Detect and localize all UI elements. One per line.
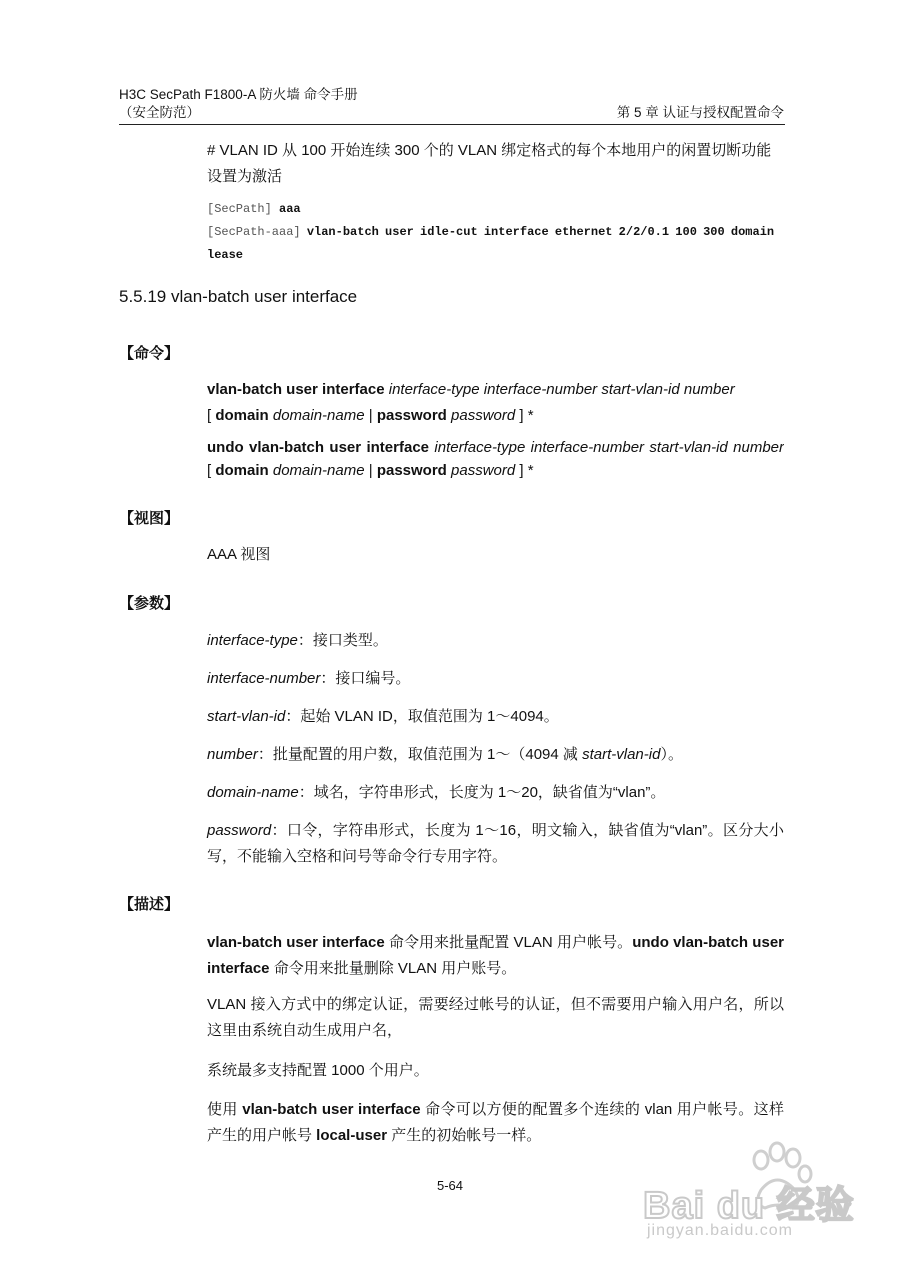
- opt-password-arg: password: [451, 407, 516, 424]
- param-desc: ）。: [660, 746, 683, 763]
- command-label: 【命令】: [119, 345, 180, 362]
- desc-text: 产生的初始帐号一样。: [387, 1127, 542, 1144]
- param-item: [207, 666, 410, 691]
- opt-close: ] *: [515, 462, 534, 479]
- params-label: 【参数】: [119, 595, 180, 612]
- example-comment: # VLAN ID 从 100 开始连续 300 个的 VLAN 绑定格式的每个本地用户的闲置切断功能设置为激活: [207, 142, 772, 185]
- opt-password-kw: password: [376, 462, 447, 479]
- watermark-brand: Bai du 经验: [643, 1185, 855, 1227]
- header-product: H3C SecPath F1800-A 防火墙 命令手册: [119, 87, 358, 102]
- param-item: [207, 628, 388, 653]
- cmd-keyword: vlan-batch user interface: [207, 381, 385, 398]
- description-p2: VLAN 接入方式中的绑定认证，需要经过帐号的认证，但不需要用户输入用户名，所以这里由系统自动生成用户名，: [207, 996, 784, 1039]
- header-rule: [119, 124, 785, 125]
- example-line-1: [207, 198, 301, 221]
- param-item: [207, 742, 683, 767]
- description-label: 【描述】: [119, 896, 180, 913]
- section-title: 5.5.19 vlan-batch user interface: [119, 287, 358, 306]
- desc-text: 命令用来批量删除 VLAN 用户账号。: [269, 960, 517, 977]
- command-syntax-1: [207, 377, 784, 429]
- param-item: [207, 780, 665, 805]
- desc-keyword: local-user: [316, 1127, 388, 1144]
- param-desc: ：域名，字符串形式，长度为 1～20，缺省值为“vlan”。: [298, 784, 666, 801]
- opt-password-kw: password: [376, 407, 447, 424]
- opt-domain-arg: domain-name: [272, 407, 365, 424]
- param-name: password: [207, 822, 272, 839]
- opt-sep: |: [364, 407, 377, 424]
- param-desc: ：批量配置的用户数，取值范围为 1～（4094 减: [257, 746, 583, 763]
- example-line-2: [207, 221, 774, 244]
- cmd: aaa: [279, 202, 301, 216]
- desc-keyword: vlan-batch user interface: [207, 934, 385, 951]
- example-line-3: [207, 244, 243, 267]
- opt-close: ] *: [515, 407, 534, 424]
- param-desc: ：起始 VLAN ID，取值范围为 1～4094。: [285, 708, 559, 725]
- param-name: domain-name: [207, 784, 299, 801]
- desc-text: 使用: [207, 1101, 243, 1118]
- cmd-args: interface-type interface-number start-vlan-id number: [388, 381, 735, 398]
- watermark-url: jingyan.baidu.com: [647, 1222, 793, 1239]
- header-subtitle: （安全防范）: [119, 105, 200, 120]
- desc-keyword: undo vlan-batch user interface: [207, 934, 784, 977]
- page-number: 5-64: [437, 1178, 464, 1193]
- param-desc: ：口令，字符串形式，长度为 1～16，明文输入，缺省值为“vlan”。区分大小写，不能输入空格和问号等命令行专用字符。: [207, 822, 784, 865]
- param-item: [207, 818, 784, 870]
- param-name: start-vlan-id: [207, 708, 286, 725]
- desc-text: 命令用来批量配置 VLAN 用户帐号。: [384, 934, 633, 951]
- opt-sep: |: [364, 462, 377, 479]
- cmd-keyword: undo vlan-batch user interface: [207, 439, 430, 456]
- param-desc: ：接口编号。: [320, 670, 411, 687]
- prompt: [SecPath-aaa]: [207, 225, 307, 239]
- header-chapter: 第 5 章 认证与授权配置命令: [616, 105, 784, 120]
- param-ref: start-vlan-id: [582, 746, 661, 763]
- opt-domain-kw: domain: [215, 462, 269, 479]
- param-desc: ：接口类型。: [297, 632, 388, 649]
- opt-domain-kw: domain: [215, 407, 269, 424]
- cmd-args: interface-type interface-number start-vlan-id number: [434, 439, 784, 456]
- prompt: [SecPath]: [207, 202, 280, 216]
- cmd: lease: [207, 248, 244, 262]
- desc-keyword: vlan-batch user interface: [242, 1101, 421, 1118]
- view-label: 【视图】: [119, 510, 180, 527]
- desc-text: 命令可以方便的配置多个连续的 vlan 用户帐号。这样产生的用户帐号: [207, 1101, 784, 1144]
- opt-open: [: [207, 462, 216, 479]
- param-name: number: [207, 746, 258, 763]
- opt-domain-arg: domain-name: [272, 462, 365, 479]
- opt-password-arg: password: [451, 462, 516, 479]
- param-name: interface-number: [207, 670, 321, 687]
- description-p3: 系统最多支持配置 1000 个用户。: [207, 1062, 429, 1079]
- view-text: AAA 视图: [207, 546, 271, 563]
- command-syntax-2b: [207, 458, 784, 484]
- baidu-watermark: [643, 1138, 853, 1248]
- param-item: [207, 704, 559, 729]
- opt-open: [: [207, 407, 216, 424]
- param-name: interface-type: [207, 632, 298, 649]
- cmd: vlan-batch user idle-cut interface ethernet 2/2/0.1 100 300 domain: [306, 225, 775, 239]
- description-p1: [207, 930, 784, 982]
